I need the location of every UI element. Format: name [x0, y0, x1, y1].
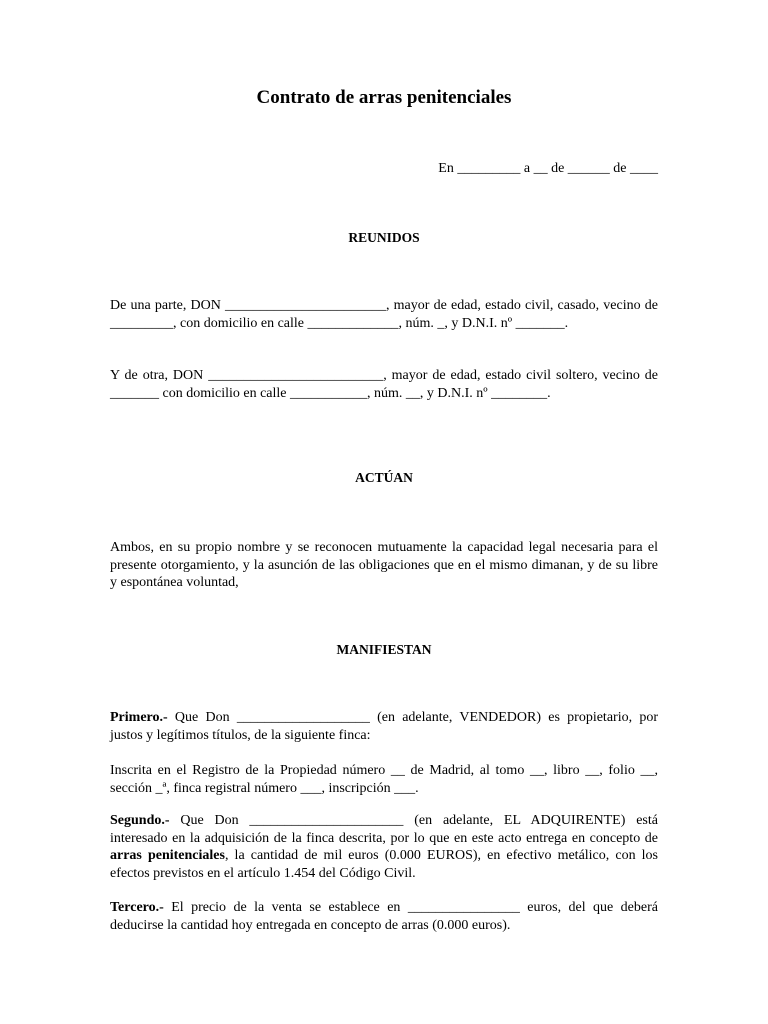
paragraph-actuan: Ambos, en su propio nombre y se reconocen mutuamente la capacidad legal necesaria para el presente otorgamiento, y la asunción de las obligaciones que en el mismo dimanan, y de su libre y espontánea voluntad, — [110, 540, 658, 590]
clause-text-segundo-b: , la cantidad de mil euros (0.000 EUROS), en efectivo metálico, con los efectos previstos en el artículo 1.454 del Código Civil. — [110, 848, 658, 881]
section-heading-reunidos: REUNIDOS — [348, 230, 420, 245]
paragraph-party-two: Y de otra, DON _________________________, mayor de edad, estado civil soltero, vecino de _______ con domicilio en calle ___________, núm. __, y D.N.I. nº ________. — [110, 368, 658, 401]
paragraph-tercero — [110, 899, 658, 934]
clause-bold-arras: arras penitenciales — [110, 848, 225, 863]
paragraph-segundo — [110, 812, 658, 882]
section-heading-actuan: ACTÚAN — [355, 470, 413, 485]
page-title: Contrato de arras penitenciales — [256, 87, 512, 108]
paragraph-party-one: De una parte, DON _______________________, mayor de edad, estado civil, casado, vecino de _________, con domicilio en calle _____________, núm. _, y D.N.I. nº _______. — [110, 298, 658, 331]
clause-label-primero: Primero.- — [110, 710, 168, 725]
date-line: En _________ a __ de ______ de ____ — [438, 161, 658, 176]
clause-text-tercero: El precio de la venta se establece en ________________ euros, del que deberá deducirse la cantidad hoy entregada en concepto de arras (0.000 euros). — [110, 900, 658, 933]
section-heading-manifiestan: MANIFIESTAN — [336, 642, 432, 657]
clause-label-segundo: Segundo.- — [110, 813, 170, 828]
clause-label-tercero: Tercero.- — [110, 900, 164, 915]
paragraph-inscrita: Inscrita en el Registro de la Propiedad número __ de Madrid, al tomo __, libro __, folio __, sección _ª, finca registral número ___, inscripción ___. — [110, 763, 658, 796]
clause-text-primero: Que Don ___________________ (en adelante, VENDEDOR) es propietario, por justos y legítimos títulos, de la siguiente finca: — [110, 710, 658, 743]
clause-text-segundo-a: Que Don ______________________ (en adelante, EL ADQUIRENTE) está interesado en la adquisición de la finca descrita, por lo que en este acto entrega en concepto de — [110, 813, 658, 846]
paragraph-primero — [110, 709, 658, 744]
